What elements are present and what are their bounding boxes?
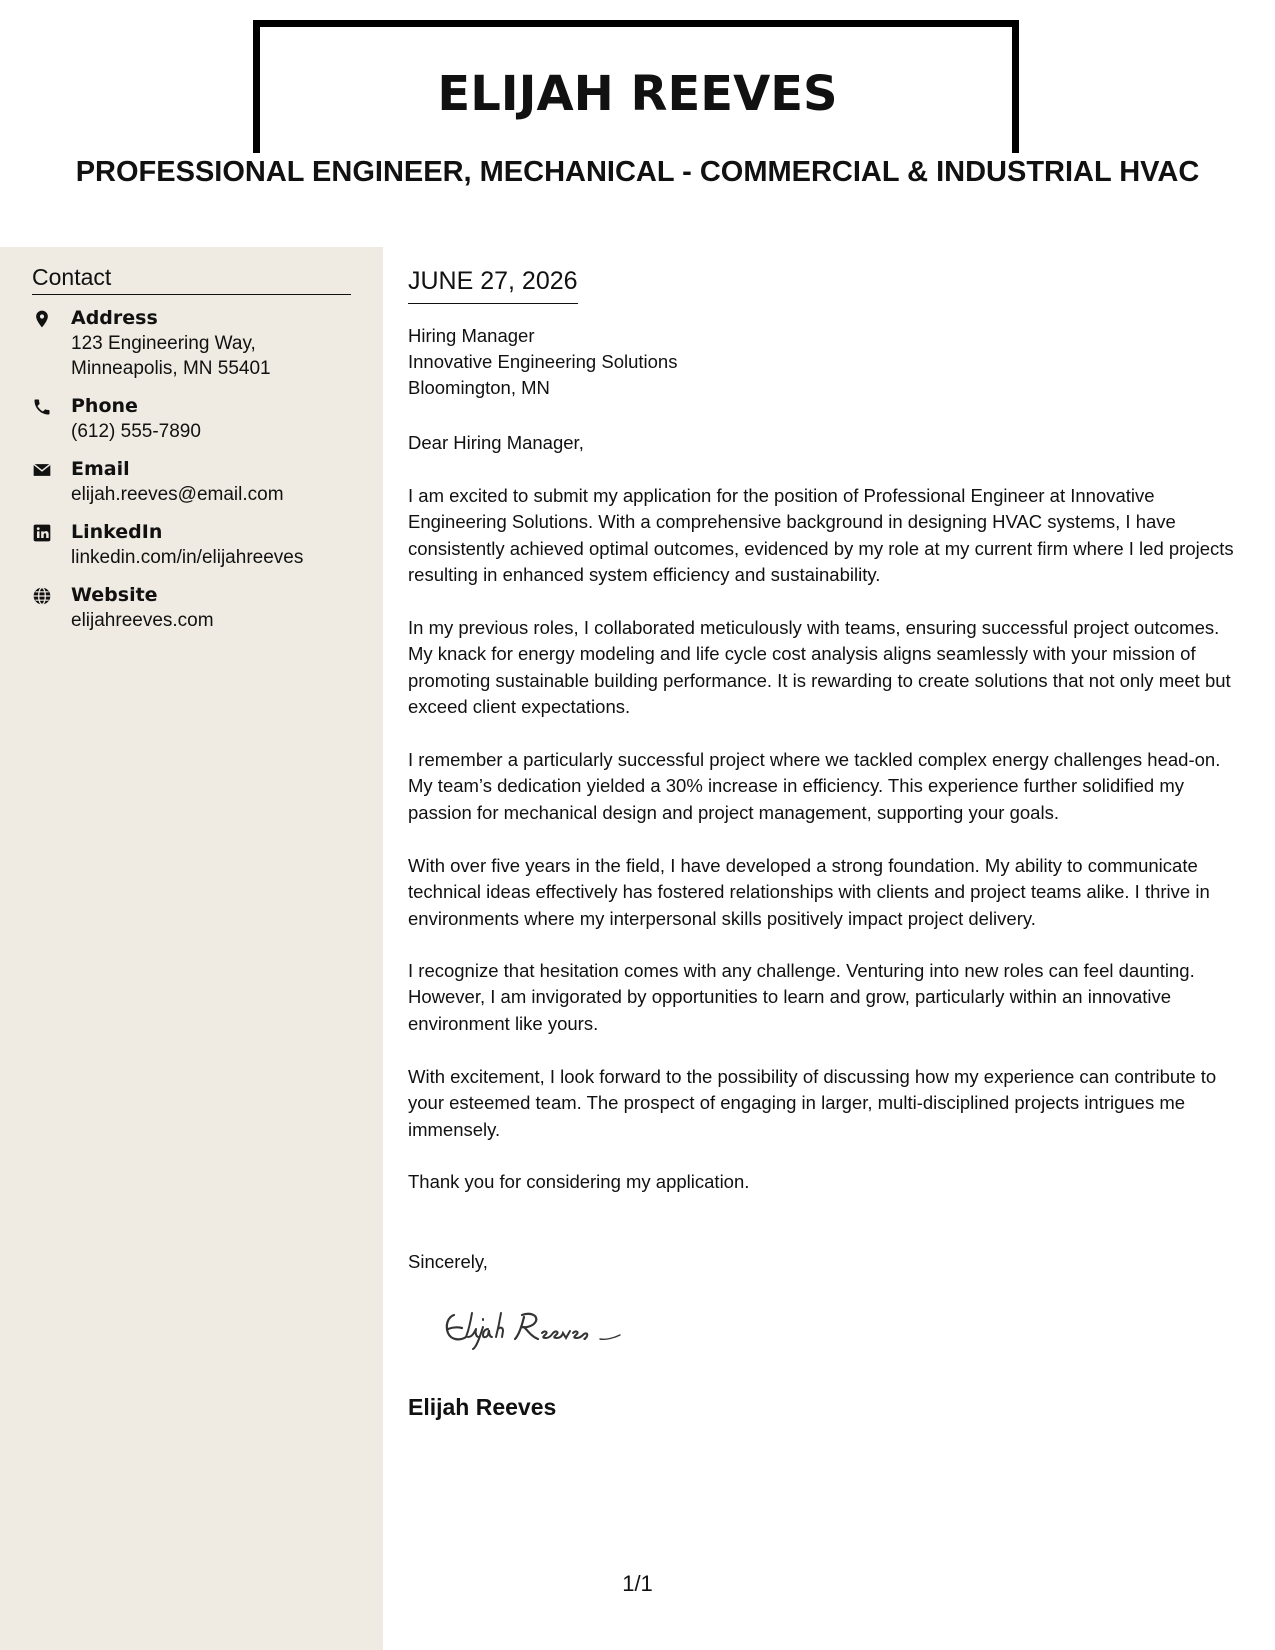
recipient-company: Innovative Engineering Solutions [408, 351, 678, 372]
applicant-name: ELIJAH REEVES [437, 66, 838, 122]
page-number: 1/1 [622, 1571, 653, 1596]
email-value: elijah.reeves@email.com [71, 484, 284, 505]
linkedin-value[interactable]: linkedin.com/in/elijahreeves [71, 547, 304, 568]
globe-icon [32, 586, 54, 608]
recipient-name: Hiring Manager [408, 325, 535, 346]
closing: Sincerely, [408, 1251, 488, 1272]
linkedin-icon [32, 523, 54, 545]
body-paragraph: In my previous roles, I collaborated meticulously with teams, ensuring successful project outcomes. My knack for energy modeling and life cycle cost analysis aligns seamlessly with your mission of promoting sustainable building performance. It is rewarding to create solutions that not only meet but exceed client expectations. [408, 617, 1231, 717]
recipient-location: Bloomington, MN [408, 377, 550, 398]
phone-label: Phone [71, 395, 138, 417]
linkedin-label: LinkedIn [71, 521, 163, 543]
job-title: PROFESSIONAL ENGINEER, MECHANICAL - COMMERCIAL & INDUSTRIAL HVAC [75, 156, 1200, 188]
recipient-block [408, 323, 677, 401]
envelope-icon [32, 460, 54, 482]
address-value: 123 Engineering Way, Minneapolis, MN 55401 [71, 333, 271, 379]
website-value[interactable]: elijahreeves.com [71, 610, 214, 631]
body-paragraph: I am excited to submit my application for the position of Professional Engineer at Innovative Engineering Solutions. With a comprehensive background in designing HVAC systems, I have consistently achieved optimal outcomes, evidenced by my role at my current firm where I led projects resulting in enhanced system efficiency and sustainability. [408, 485, 1234, 585]
contact-sidebar [0, 247, 383, 1650]
map-pin-icon [32, 309, 54, 331]
phone-value: (612) 555-7890 [71, 421, 201, 442]
thanks-line: Thank you for considering my application. [408, 1171, 750, 1192]
email-label: Email [71, 458, 130, 480]
body-paragraph: With over five years in the field, I have developed a strong foundation. My ability to communicate technical ideas effectively has fostered relationships with clients and project teams alike. I thrive in environments where my interpersonal skills positively impact project delivery. [408, 855, 1210, 929]
handwritten-signature [440, 1303, 640, 1359]
signer-name: Elijah Reeves [408, 1394, 557, 1420]
letter-date: JUNE 27, 2026 [408, 265, 578, 304]
body-paragraph: I recognize that hesitation comes with any challenge. Venturing into new roles can feel daunting. However, I am invigorated by opportunities to learn and grow, particularly within an innovative environment like yours. [408, 960, 1195, 1034]
body-paragraph: I remember a particularly successful project where we tackled complex energy challenges head-on. My team’s dedication yielded a 30% increase in efficiency. This experience further solidified my passion for mechanical design and project management, supporting your goals. [408, 749, 1221, 823]
address-label: Address [71, 307, 158, 329]
phone-icon [32, 397, 54, 419]
contact-heading: Contact [32, 262, 351, 295]
website-label: Website [71, 584, 158, 606]
body-paragraph: With excitement, I look forward to the possibility of discussing how my experience can contribute to your esteemed team. The prospect of engaging in larger, multi-disciplined projects intrigues me immensely. [408, 1066, 1217, 1140]
salutation: Dear Hiring Manager, [408, 432, 584, 453]
